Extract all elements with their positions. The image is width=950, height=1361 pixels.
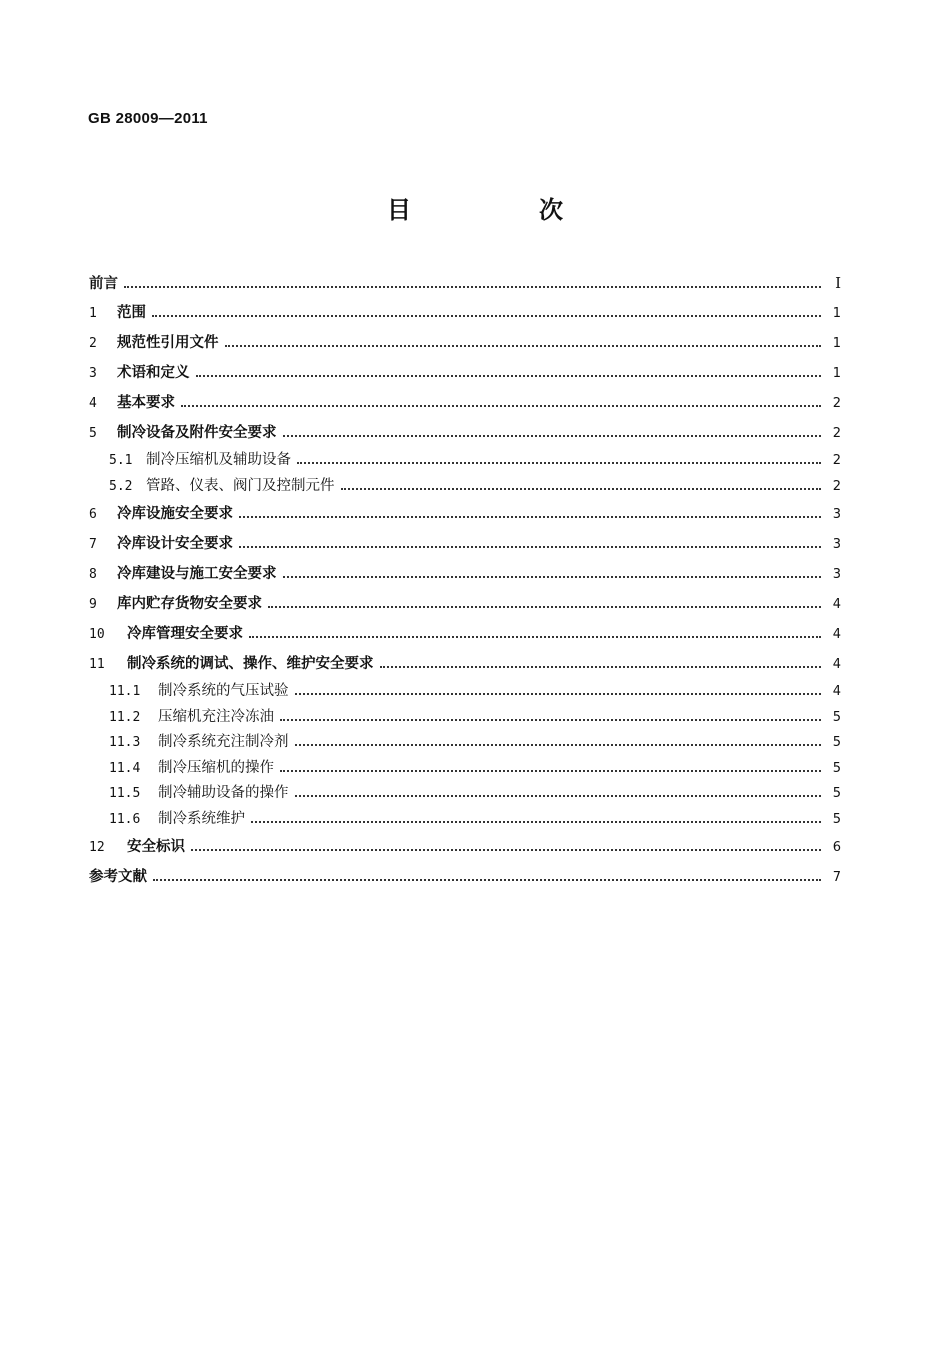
toc-entry-number: 1 [89,306,97,321]
toc-entry-page: 2 [832,426,841,441]
toc-entry-page: 4 [832,627,841,642]
toc-entry-page: 5 [832,709,841,725]
dot-leader [295,744,822,746]
toc-entry-number: 5.2 [109,478,133,494]
toc-entry-11-2[interactable] [89,705,841,731]
toc-entry-label: 制冷系统维护 [158,810,245,827]
toc-entry-page: 3 [832,537,841,552]
toc-entry-number: 10 [89,627,105,642]
dot-leader [181,405,821,407]
toc-entry-label: 基本要求 [117,395,175,411]
dot-leader [249,636,821,638]
toc-entry-page: 5 [832,760,841,776]
dot-leader [283,576,822,578]
toc-entry-page: 4 [832,597,841,612]
toc-entry-label: 制冷系统的调试、操作、维护安全要求 [127,656,374,672]
toc-entry-label: 库内贮存货物安全要求 [117,596,262,612]
dot-leader [225,345,822,347]
toc-entry-5[interactable] [89,418,841,448]
toc-entry-page: 2 [832,478,841,494]
toc-entry-page: 6 [832,840,841,855]
toc-entry-number: 5.1 [109,453,133,468]
standard-code: GB 28009—2011 [88,110,208,127]
toc-entry-page: 4 [832,657,841,672]
toc-entry-4[interactable] [89,388,841,418]
table-of-contents [89,268,841,892]
toc-entry-number: 11.6 [109,811,141,827]
toc-entry-9[interactable] [89,589,841,619]
toc-entry-page: 2 [832,453,841,468]
dot-leader [251,821,821,823]
toc-entry-number: 8 [89,567,97,582]
toc-entry-2[interactable] [89,328,841,358]
toc-entry-number: 11 [89,657,105,672]
toc-entry-label: 安全标识 [127,839,185,855]
toc-entry-page: 5 [832,786,841,801]
toc-entry-label: 制冷压缩机及辅助设备 [146,452,291,468]
toc-entry-label: 制冷辅助设备的操作 [158,785,289,801]
dot-leader [191,849,821,851]
toc-entry-label: 制冷系统的气压试验 [158,683,289,699]
toc-entry-label: 冷库管理安全要求 [127,626,243,642]
toc-entry-7[interactable] [89,529,841,559]
toc-entry-6[interactable] [89,499,841,529]
toc-entry-page: 2 [832,396,841,411]
toc-entry-number: 4 [89,396,97,411]
toc-entry-11[interactable] [89,649,841,679]
toc-entry-page: 1 [832,336,841,351]
toc-entry-number: 5 [89,426,97,441]
toc-entry-number: 11.2 [109,709,141,725]
toc-entry-11-1[interactable] [89,679,841,705]
toc-entry-page: 1 [832,306,841,321]
dot-leader [239,546,821,548]
toc-entry-10[interactable] [89,619,841,649]
toc-entry-8[interactable] [89,559,841,589]
toc-entry-5-2[interactable] [89,474,841,500]
toc-entry-11-5[interactable] [89,781,841,807]
toc-entry-label: 前言 [89,276,118,292]
dot-leader [152,315,821,317]
toc-entry-foreword[interactable] [89,268,841,298]
dot-leader [196,375,822,377]
toc-entry-page: 3 [832,507,841,522]
toc-entry-page: 1 [832,366,841,381]
toc-entry-bibliography[interactable] [89,862,841,892]
dot-leader [380,666,822,668]
toc-entry-page: 5 [832,811,841,827]
toc-entry-label: 管路、仪表、阀门及控制元件 [146,477,335,494]
toc-entry-label: 规范性引用文件 [117,335,219,351]
toc-entry-1[interactable] [89,298,841,328]
toc-entry-label: 制冷压缩机的操作 [158,759,274,776]
toc-entry-5-1[interactable] [89,448,841,474]
toc-entry-label: 术语和定义 [117,365,190,381]
toc-entry-number: 11.5 [109,786,141,801]
dot-leader [283,435,822,437]
page-title: 目 次 [387,196,615,224]
toc-entry-label: 参考文献 [89,869,147,885]
toc-entry-11-3[interactable] [89,730,841,756]
toc-entry-label: 冷库设计安全要求 [117,536,233,552]
dot-leader [153,879,821,881]
toc-entry-number: 11.3 [109,735,141,750]
toc-entry-number: 3 [89,366,97,381]
toc-entry-label: 制冷系统充注制冷剂 [158,734,289,750]
toc-entry-label: 冷库设施安全要求 [117,506,233,522]
dot-leader [341,488,822,490]
toc-entry-number: 11.4 [109,760,141,776]
toc-entry-11-6[interactable] [89,807,841,833]
toc-entry-label: 制冷设备及附件安全要求 [117,425,277,441]
toc-entry-label: 冷库建设与施工安全要求 [117,566,277,582]
toc-entry-number: 11.1 [109,684,141,699]
dot-leader [280,770,821,772]
dot-leader [239,516,821,518]
toc-entry-number: 12 [89,840,105,855]
toc-entry-number: 9 [89,597,97,612]
toc-entry-label: 压缩机充注冷冻油 [158,708,274,725]
dot-leader [280,719,821,721]
toc-entry-page: 5 [832,735,841,750]
dot-leader [124,286,821,288]
toc-entry-page: 7 [832,870,841,885]
toc-entry-number: 6 [89,507,97,522]
toc-entry-11-4[interactable] [89,756,841,782]
dot-leader [295,693,822,695]
toc-entry-page: Ⅰ [835,274,841,292]
toc-entry-page: 4 [832,684,841,699]
toc-entry-number: 7 [89,537,97,552]
toc-entry-label: 范围 [117,305,146,321]
dot-leader [268,606,821,608]
toc-entry-3[interactable] [89,358,841,388]
toc-entry-number: 2 [89,336,97,351]
dot-leader [295,795,822,797]
toc-entry-12[interactable] [89,832,841,862]
dot-leader [297,462,821,464]
toc-entry-page: 3 [832,567,841,582]
